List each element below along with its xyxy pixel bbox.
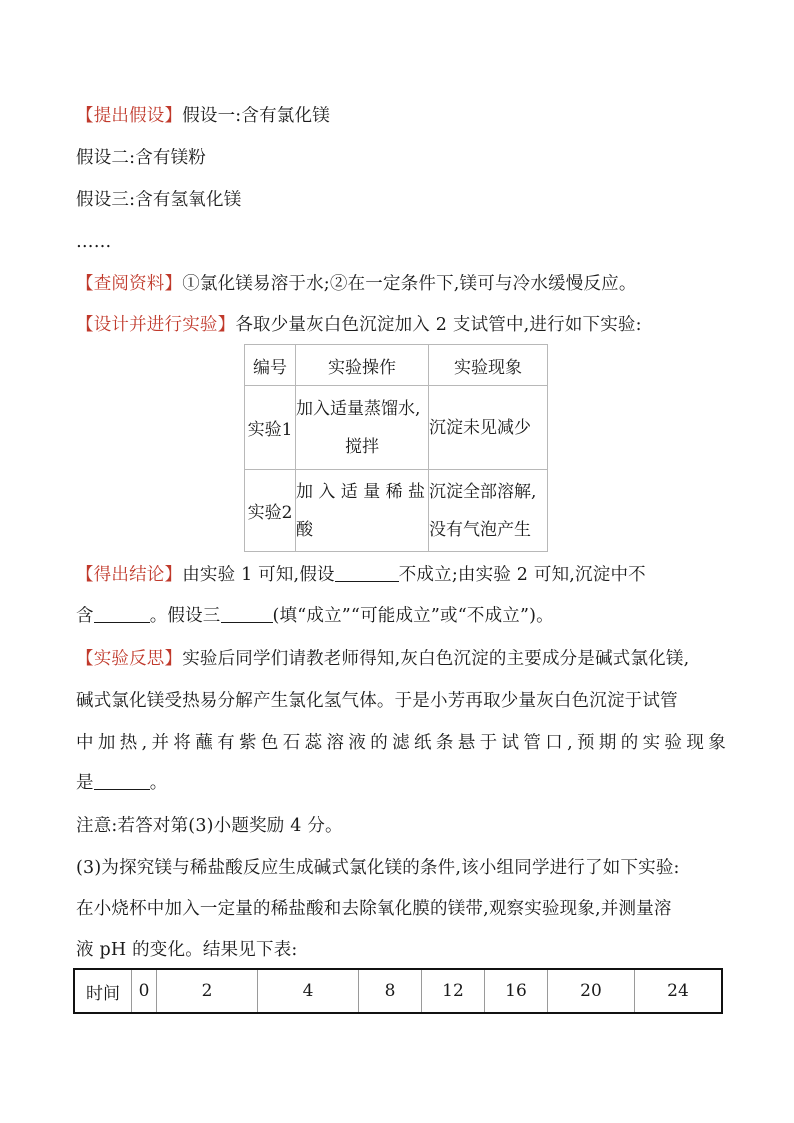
hypothesis-tag: 【提出假设】 (76, 106, 183, 126)
reflection-l2: 碱式氯化镁受热易分解产生氯化氢气体。于是小芳再取少量灰白色沉淀于试管 (76, 691, 678, 711)
time-cell: 12 (422, 969, 485, 1013)
question3-l1: (3)为探究镁与稀盐酸反应生成碱式氯化镁的条件,该小组同学进行了如下实验: (76, 858, 680, 878)
ellipsis-line (76, 230, 726, 254)
design-text: 各取少量灰白色沉淀加入 2 支试管中,进行如下实验: (235, 315, 642, 335)
experiment-table-header (245, 345, 548, 386)
answer-blank-3[interactable] (221, 604, 273, 623)
hypothesis-1: 假设一:含有氯化镁 (182, 106, 330, 126)
conclusion-part1: 由实验 1 可知,假设 (182, 565, 335, 585)
reflection-l3: 中加热,并将蘸有紫色石蕊溶液的滤纸条悬于试管口,预期的实验现象 (76, 733, 726, 753)
time-cell: 24 (635, 969, 723, 1013)
bonus-note: 注意:若答对第(3)小题奖励 4 分。 (76, 816, 343, 836)
reflection-line-1 (76, 647, 726, 671)
time-cell: 2 (157, 969, 258, 1013)
reflection-line-2 (76, 689, 726, 713)
time-cell: 16 (485, 969, 548, 1013)
row2-operation (296, 470, 429, 552)
hypothesis-line-2 (76, 146, 726, 170)
row1-operation (296, 386, 429, 470)
hypothesis-line-1 (76, 104, 726, 128)
reflection-line-3 (76, 731, 726, 755)
reflection-l1: 实验后同学们请教老师得知,灰白色沉淀的主要成分是碱式氯化镁, (182, 649, 690, 669)
time-table (73, 968, 723, 1014)
references-text: ①氯化镁易溶于水;②在一定条件下,镁可与冷水缓慢反应。 (182, 274, 637, 294)
conclusion-part3: 含 (76, 606, 94, 626)
row2-id: 实验2 (245, 470, 296, 552)
row1-phenomenon-line1: 沉淀未见减少 (429, 417, 531, 438)
note-line (76, 814, 726, 838)
conclusion-tag: 【得出结论】 (76, 565, 183, 585)
time-cell: 0 (132, 969, 157, 1013)
row2-phenomenon-line1: 沉淀全部溶解, (429, 481, 537, 502)
time-label: 时间 (74, 969, 132, 1013)
table-row (74, 969, 722, 1013)
hypothesis-line-3 (76, 188, 726, 212)
question3-line-2 (76, 897, 726, 921)
reflection-tag: 【实验反思】 (76, 649, 183, 669)
question3-line-3 (76, 938, 726, 962)
design-line (76, 313, 726, 337)
reflection-line-4 (76, 771, 726, 795)
row2-phenomenon-line2: 没有气泡产生 (429, 519, 531, 540)
time-cell: 8 (359, 969, 422, 1013)
question3-line-1 (76, 856, 726, 880)
row1-operation-line2: 搅拌 (345, 436, 379, 457)
time-cell: 20 (548, 969, 635, 1013)
row1-id: 实验1 (245, 386, 296, 470)
references-line (76, 272, 726, 296)
row2-operation-line1: 加 入 适 量 稀 盐 (296, 481, 426, 502)
time-cell: 4 (258, 969, 359, 1013)
row1-operation-line1: 加入适量蒸馏水, (296, 398, 421, 419)
conclusion-part2: 不成立;由实验 2 可知,沉淀中不 (398, 565, 646, 585)
design-tag: 【设计并进行实验】 (76, 315, 236, 335)
answer-blank-1[interactable] (335, 563, 399, 582)
answer-blank-4[interactable] (94, 771, 150, 790)
conclusion-part4: 。假设三 (149, 606, 221, 626)
header-operation: 实验操作 (296, 345, 429, 386)
header-phenomenon: 实验现象 (429, 345, 548, 386)
experiment-table (244, 344, 548, 552)
row2-operation-line2: 酸 (296, 519, 313, 540)
question3-l2: 在小烧杯中加入一定量的稀盐酸和去除氧化膜的镁带,观察实验现象,并测量溶 (76, 899, 672, 919)
row2-phenomenon (429, 470, 548, 552)
conclusion-part5: (填“成立”“可能成立”或“不成立”)。 (272, 606, 554, 626)
references-tag: 【查阅资料】 (76, 274, 183, 294)
question3-l3: 液 pH 的变化。结果见下表: (76, 940, 298, 960)
table-row (245, 470, 548, 552)
conclusion-line-1 (76, 563, 726, 587)
conclusion-line-2 (76, 604, 726, 628)
row1-phenomenon (429, 386, 548, 470)
reflection-l4b: 。 (149, 773, 168, 793)
reflection-l4a: 是 (76, 773, 94, 793)
ellipsis: …… (76, 232, 112, 252)
table-row (245, 386, 548, 470)
header-id: 编号 (245, 345, 296, 386)
answer-blank-2[interactable] (94, 604, 150, 623)
hypothesis-2: 假设二:含有镁粉 (76, 148, 206, 168)
hypothesis-3: 假设三:含有氢氧化镁 (76, 190, 242, 210)
